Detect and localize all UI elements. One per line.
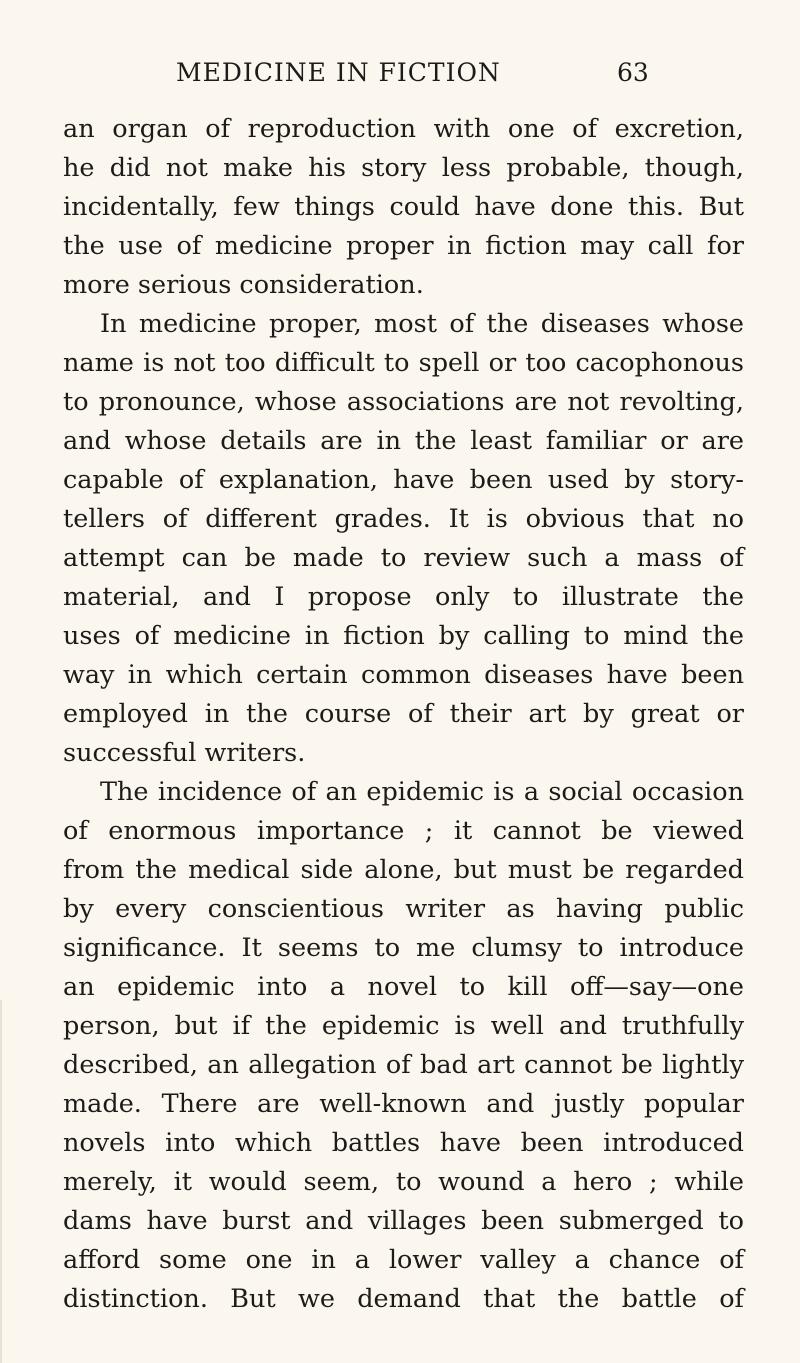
text-line: from the medical side alone, but must be regarded <box>63 855 744 885</box>
text-line: way in which certain common diseases have been <box>63 660 744 690</box>
text-line: capable of explanation, have been used by story- <box>63 465 744 495</box>
text-line: incidentally, few things could have done this. But <box>63 192 744 222</box>
text-line: uses of medicine in fiction by calling to mind the <box>63 621 744 651</box>
text-line: merely, it would seem, to wound a hero ; while <box>63 1167 744 1197</box>
text-line: person, but if the epidemic is well and truthfully <box>63 1011 744 1041</box>
text-line: by every conscientious writer as having public <box>63 894 744 924</box>
text-line: an organ of reproduction with one of excretion, <box>63 114 744 144</box>
running-title: MEDICINE IN FICTION <box>176 58 501 87</box>
text-line: significance. It seems to me clumsy to introduce <box>63 933 744 963</box>
binding-edge-shadow <box>0 1000 10 1363</box>
text-line: the use of medicine proper in fiction may call for <box>63 231 744 261</box>
page-header <box>0 58 800 94</box>
text-line: material, and I propose only to illustrate the <box>63 582 744 612</box>
text-line: more serious consideration. <box>63 270 424 300</box>
text-line: employed in the course of their art by great or <box>63 699 744 729</box>
text-line: he did not make his story less probable, though, <box>63 153 744 183</box>
text-line: made. There are well-known and justly popular <box>63 1089 744 1119</box>
text-line: and whose details are in the least familiar or are <box>63 426 744 456</box>
text-line: distinction. But we demand that the battle of <box>63 1284 744 1314</box>
text-line: of enormous importance ; it cannot be viewed <box>63 816 744 846</box>
text-line: successful writers. <box>63 738 306 768</box>
text-line: name is not too difficult to spell or too cacophonous <box>63 348 744 378</box>
text-line: described, an allegation of bad art cannot be lightly <box>63 1050 744 1080</box>
text-line: attempt can be made to review such a mass of <box>63 543 744 573</box>
text-line: to pronounce, whose associations are not revolting, <box>63 387 744 417</box>
text-line: In medicine proper, most of the diseases whose <box>100 309 744 339</box>
page-number: 63 <box>617 58 649 87</box>
text-line: tellers of different grades. It is obvious that no <box>63 504 744 534</box>
text-line: an epidemic into a novel to kill off—say—one <box>63 972 744 1002</box>
text-line: The incidence of an epidemic is a social occasion <box>100 777 744 807</box>
text-line: dams have burst and villages been submerged to <box>63 1206 744 1236</box>
text-line: novels into which battles have been introduced <box>63 1128 744 1158</box>
text-line: afford some one in a lower valley a chance of <box>63 1245 744 1275</box>
